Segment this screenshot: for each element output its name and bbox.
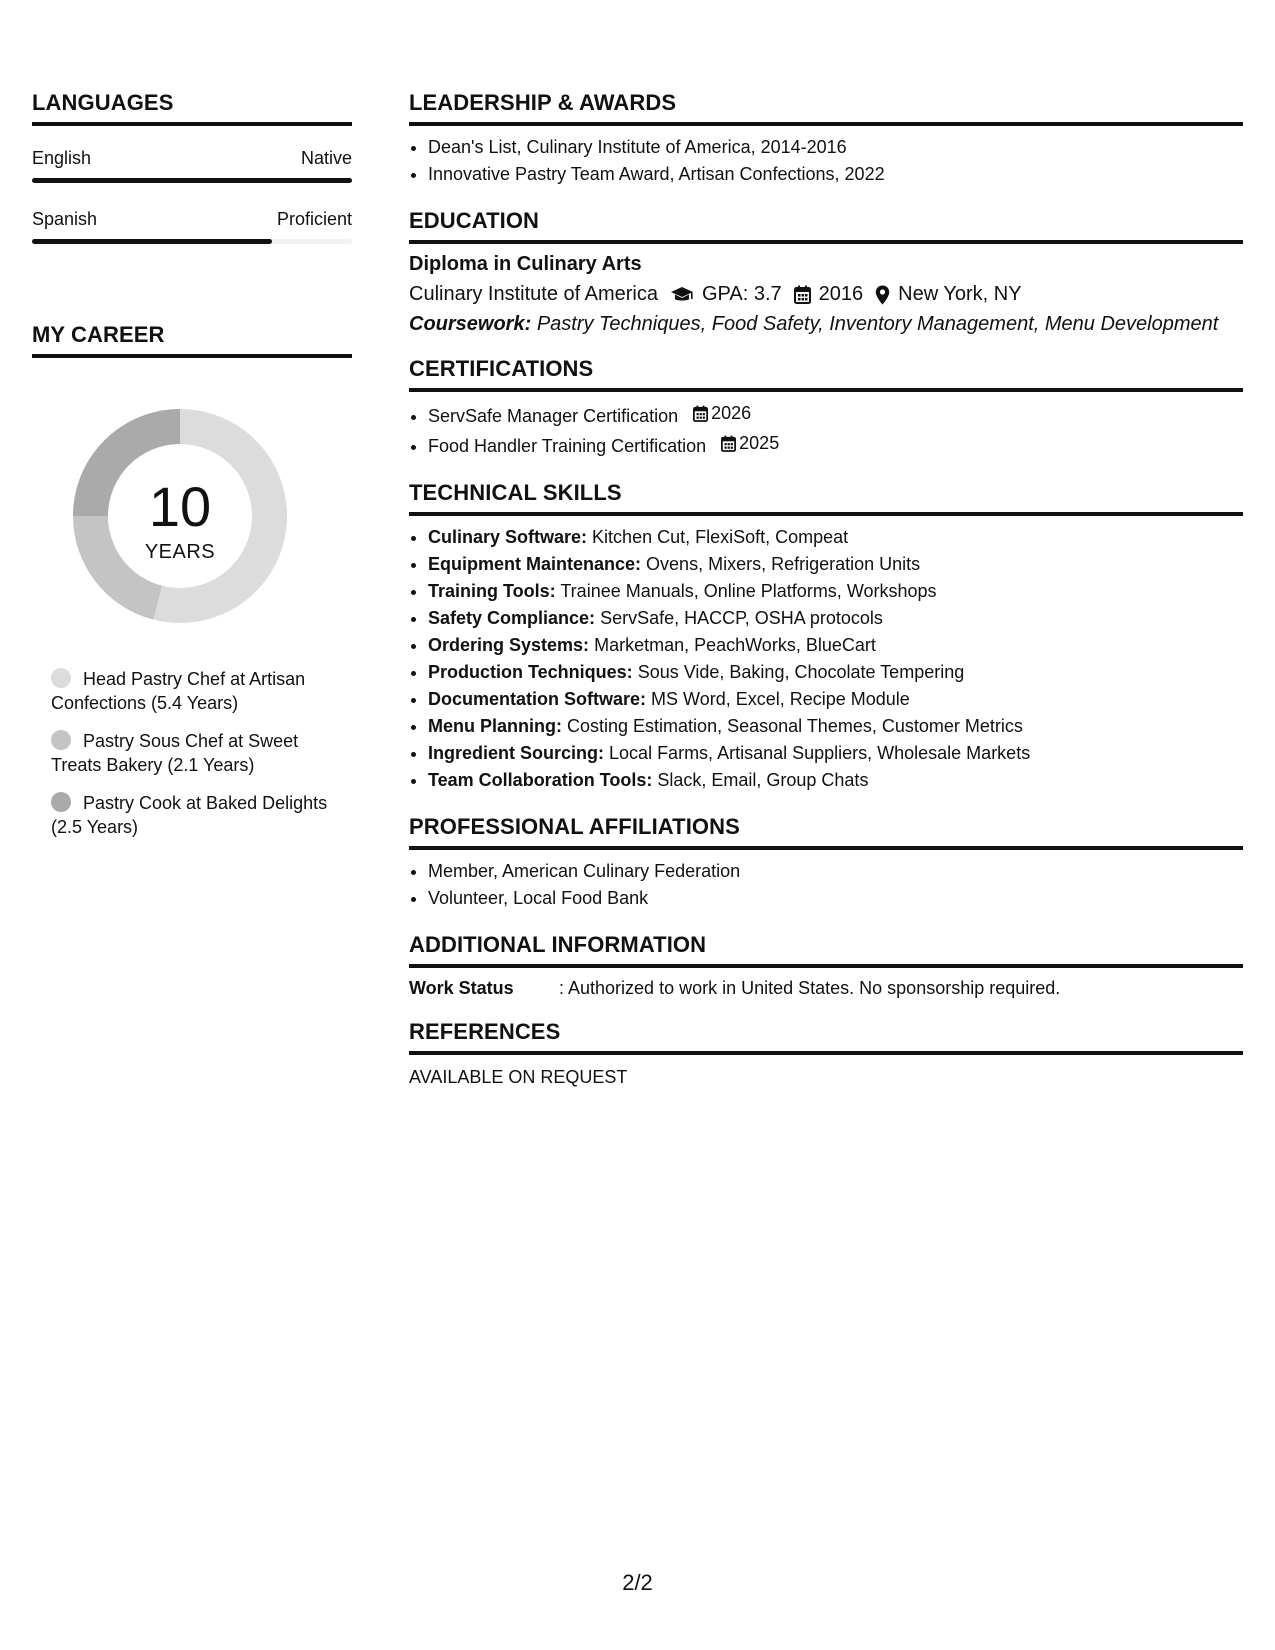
legend-item: [51, 791, 352, 839]
list-item: [428, 659, 1243, 686]
certification-year: 2025: [739, 433, 780, 453]
skill-label: Team Collaboration Tools:: [428, 770, 653, 790]
list-item: [428, 400, 1243, 430]
language-proficiency-fill: [32, 239, 272, 244]
skill-value: Sous Vide, Baking, Chocolate Tempering: [637, 662, 965, 682]
left-column: [32, 90, 352, 853]
skill-label: Training Tools:: [428, 581, 556, 601]
legend-label: Pastry Cook at Baked Delights (2.5 Years): [51, 793, 328, 837]
skill-value: Ovens, Mixers, Refrigeration Units: [646, 554, 921, 574]
certification-name: ServSafe Manager Certification: [428, 406, 679, 426]
skill-label: Ordering Systems:: [428, 635, 590, 655]
affiliations-list: [409, 858, 1243, 912]
work-status-value: : Authorized to work in United States. No sponsorship required.: [559, 978, 1061, 998]
references-text: AVAILABLE ON REQUEST: [409, 1067, 628, 1087]
skill-value: Kitchen Cut, FlexiSoft, Compeat: [592, 527, 849, 547]
education-year: 2016: [818, 283, 864, 305]
career-total-unit: YEARS: [144, 541, 216, 563]
work-status-row: [409, 978, 1243, 999]
legend-item: [51, 667, 352, 715]
skill-label: Production Techniques:: [428, 662, 633, 682]
career-heading: MY CAREER: [32, 322, 352, 358]
skill-label: Menu Planning:: [428, 716, 562, 736]
education-meta: [409, 283, 1243, 306]
certification-year: 2026: [711, 403, 752, 423]
affiliations-heading: PROFESSIONAL AFFILIATIONS: [409, 814, 1243, 850]
references-heading: REFERENCES: [409, 1019, 1243, 1055]
list-item: [428, 551, 1243, 578]
additional-heading: ADDITIONAL INFORMATION: [409, 932, 1243, 968]
certifications-list: [409, 400, 1243, 460]
coursework-label: Coursework:: [409, 313, 532, 335]
graduation-cap-icon: [670, 286, 694, 304]
legend-swatch: [51, 668, 71, 688]
language-english: [32, 148, 352, 183]
right-column: [409, 90, 1243, 1088]
calendar-icon: [693, 405, 708, 422]
list-item: [428, 713, 1243, 740]
languages-heading: LANGUAGES: [32, 90, 352, 126]
legend-label: Head Pastry Chef at Artisan Confections (5.4 Years): [51, 669, 306, 713]
list-item: [428, 578, 1243, 605]
list-item: [428, 740, 1243, 767]
map-pin-icon: [875, 285, 890, 305]
work-status-label: Work Status: [409, 978, 514, 998]
skill-value: Marketman, PeachWorks, BlueCart: [594, 635, 876, 655]
legend-item: [51, 729, 352, 777]
education-gpa: GPA: 3.7: [702, 283, 782, 305]
career-legend: [51, 667, 352, 839]
list-item: [428, 524, 1243, 551]
legend-swatch: [51, 730, 71, 750]
leadership-heading: LEADERSHIP & AWARDS: [409, 90, 1243, 126]
education-coursework: [409, 313, 1243, 336]
skill-label: Documentation Software:: [428, 689, 647, 709]
list-item: [428, 632, 1243, 659]
skill-value: MS Word, Excel, Recipe Module: [651, 689, 910, 709]
language-proficiency-fill: [32, 178, 352, 183]
skill-label: Safety Compliance:: [428, 608, 596, 628]
list-item: • Innovative Pastry Team Award, Artisan Confections, 2022: [428, 161, 1243, 188]
certifications-heading: CERTIFICATIONS: [409, 356, 1243, 392]
skill-label: Equipment Maintenance:: [428, 554, 642, 574]
education-degree: Diploma in Culinary Arts: [409, 253, 642, 275]
skill-value: ServSafe, HACCP, OSHA protocols: [600, 608, 883, 628]
language-proficiency-bar: [32, 239, 352, 244]
education-heading: EDUCATION: [409, 208, 1243, 244]
skills-heading: TECHNICAL SKILLS: [409, 480, 1243, 516]
leadership-list: [409, 134, 1243, 188]
skill-label: Ingredient Sourcing:: [428, 743, 605, 763]
calendar-icon: [721, 435, 736, 452]
list-item: [428, 430, 1243, 460]
language-level: Proficient: [276, 209, 352, 229]
skill-label: Culinary Software:: [428, 527, 588, 547]
career-total-number: 10: [148, 475, 212, 538]
education-location: New York, NY: [898, 283, 1022, 305]
education-school: Culinary Institute of America: [409, 283, 658, 305]
legend-swatch: [51, 792, 71, 812]
language-name: English: [32, 148, 92, 168]
career-donut-chart: [65, 401, 295, 631]
list-item: • Member, American Culinary Federation: [428, 858, 1243, 885]
language-spanish: [32, 209, 352, 244]
list-item: [428, 605, 1243, 632]
skill-value: Trainee Manuals, Online Platforms, Workshops: [560, 581, 937, 601]
certification-name: Food Handler Training Certification: [428, 436, 707, 456]
skill-value: Slack, Email, Group Chats: [657, 770, 869, 790]
legend-label: Pastry Sous Chef at Sweet Treats Bakery (2.1 Years): [51, 731, 299, 775]
list-item: • Dean's List, Culinary Institute of America, 2014-2016: [428, 134, 1243, 161]
calendar-icon: [794, 285, 811, 304]
skill-value: Costing Estimation, Seasonal Themes, Customer Metrics: [567, 716, 1023, 736]
coursework-text: Pastry Techniques, Food Safety, Inventory Management, Menu Development: [536, 313, 1219, 335]
language-proficiency-bar: [32, 178, 352, 183]
list-item: [428, 686, 1243, 713]
list-item: [428, 767, 1243, 794]
language-level: Native: [300, 148, 352, 168]
list-item: • Volunteer, Local Food Bank: [428, 885, 1243, 912]
skill-value: Local Farms, Artisanal Suppliers, Wholesale Markets: [609, 743, 1031, 763]
language-name: Spanish: [32, 209, 98, 229]
skills-list: [409, 524, 1243, 794]
page-number: 2/2: [622, 1570, 653, 1595]
career-total: [65, 401, 295, 631]
